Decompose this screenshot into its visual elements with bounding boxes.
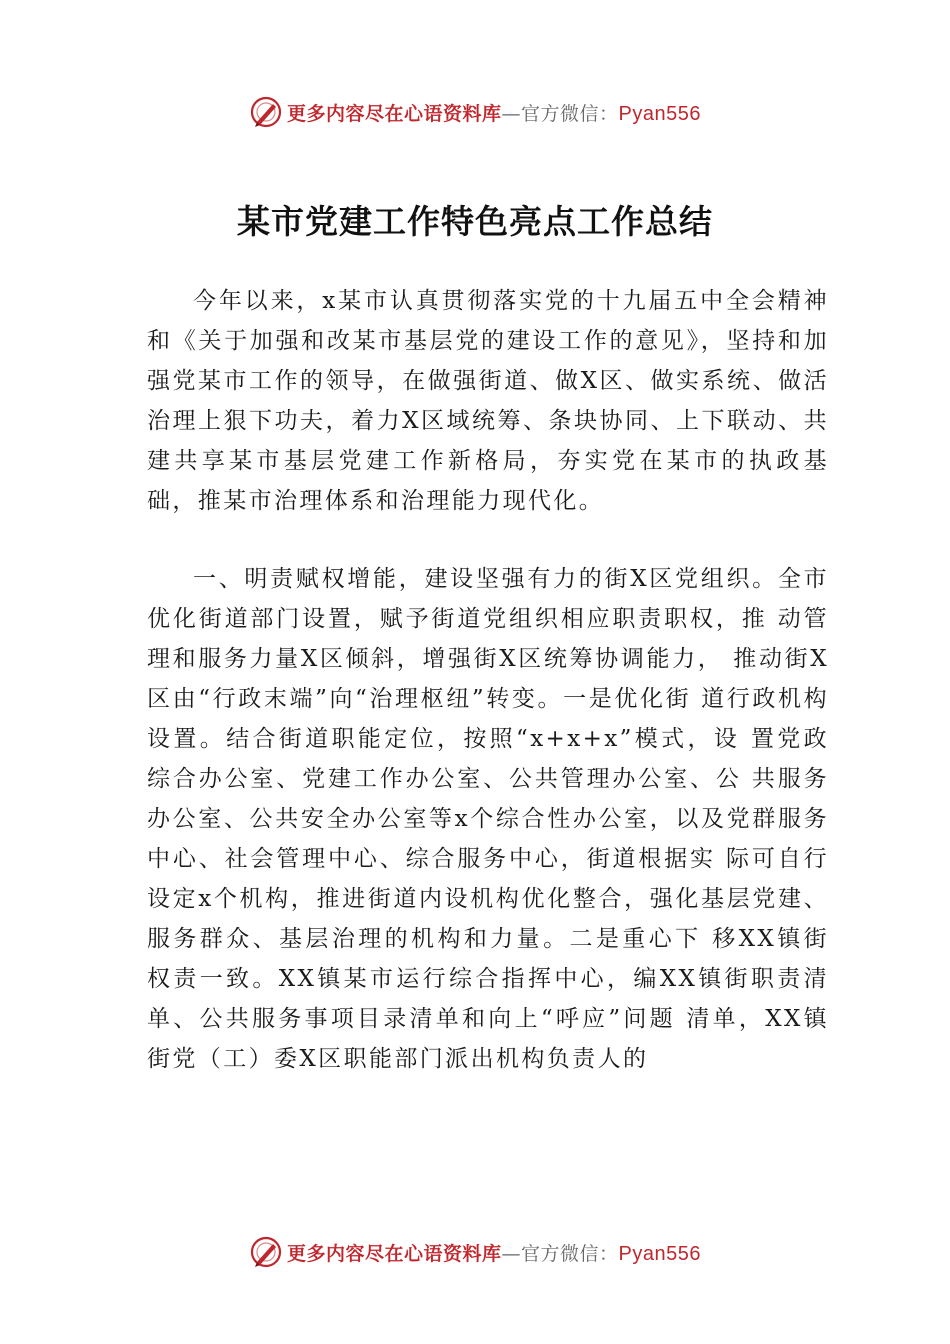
paragraph-section-1: 一、明责赋权增能，建设坚强有力的街X区党组织。全市优化街道部门设置，赋予街道党组织相应职责职权，推 动管理和服务力量X区倾斜，增强街X区统筹协调能力， 推动街X区由“行政末端”向“治理枢纽”转变。一是优化街 道行政机构设置。结合街道职能定位，按照“x+x+x”模式，设 置党政综合办公室、党建工作办公室、公共管理办公室、公 共服务办公室、公共安全办公室等x个综合性办公室，以及党群服务中心、社会管理中心、综合服务中心，街道根据实 际可自行设定x个机构，推进街道内设机构优化整合，强化基层党建、服务群众、基层治理的机构和力量。二是重心下 移XX镇街权责一致。XX镇某市运行综合指挥中心，编XX镇街职责清单、公共服务事项目录清单和向上“呼应”问题 清单，XX镇街党（工）委X区职能部门派出机构负责人的 (147, 566, 829, 1072)
banner-red-text: 更多内容尽在心语资料库 (287, 102, 502, 125)
banner-text (287, 1239, 701, 1266)
footer-banner (0, 1232, 950, 1272)
banner-wechat-id: Pyan556 (618, 102, 701, 125)
banner-wechat-id: Pyan556 (618, 1242, 701, 1265)
banner-text (287, 99, 701, 126)
paragraph-intro: 今年以来，x某市认真贯彻落实党的十九届五中全会精神和《关于加强和改某市基层党的建设工作的意见》，坚持和加强党某市工作的领导，在做强街道、做X区、做实系统、做活治理上狠下功夫，着力X区域统筹、条块协同、上下联动、共建共享某市基层党建工作新格局，夯实党在某市的执政基础，推某市治理体系和治理能力现代化。 (147, 288, 829, 514)
banner-red-text: 更多内容尽在心语资料库 (287, 1242, 502, 1265)
pen-logo-icon (249, 95, 283, 129)
pen-logo-icon (249, 1235, 283, 1269)
header-banner (0, 92, 950, 132)
document-title: 某市党建工作特色亮点工作总结 (237, 202, 713, 241)
banner-gray-text: —官方微信： (501, 1242, 619, 1265)
banner-gray-text: —官方微信： (501, 102, 619, 125)
